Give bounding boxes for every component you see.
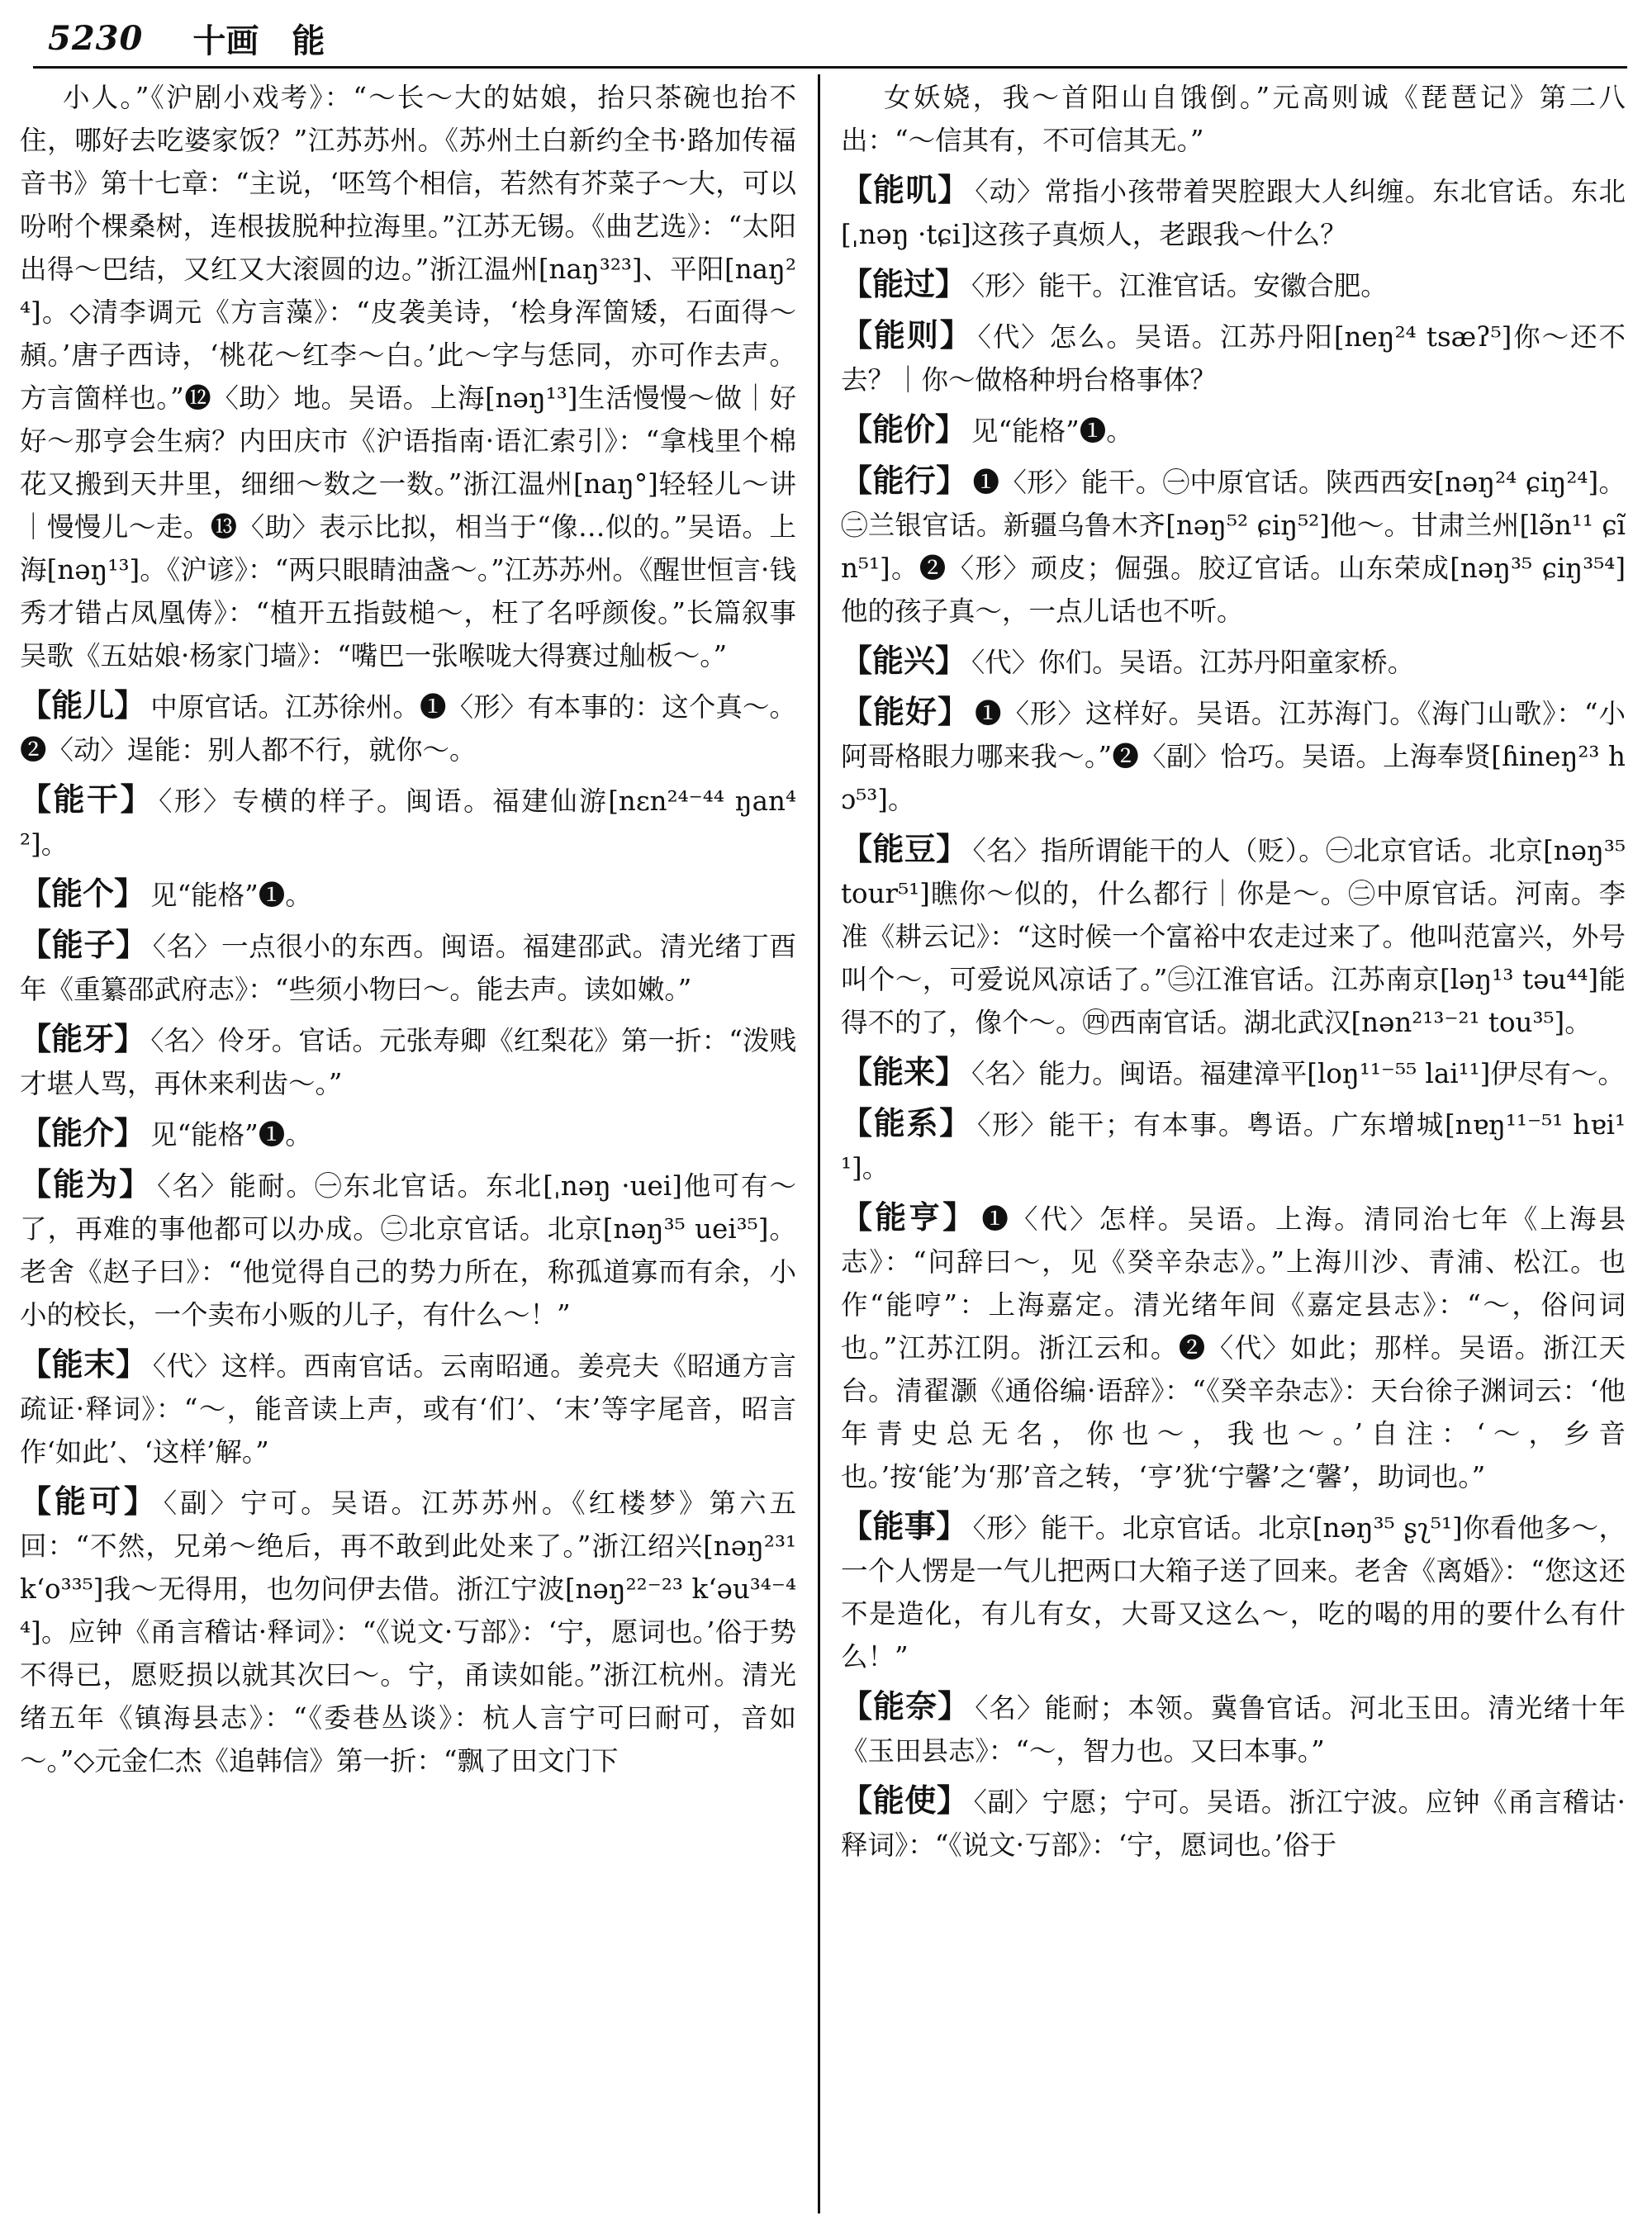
dictionary-entry [20,1480,796,1782]
entry-headword: 【能牙】 [20,1021,146,1057]
entry-definition: 〈形〉能干。江淮官话。安徽合肥。 [971,270,1388,301]
entry-headword: 【能儿】 [20,687,146,724]
entry-headword: 【能子】 [20,927,148,963]
entry-definition: ❶〈形〉能干。㊀中原官话。陕西西安[nəŋ²⁴ ɕiŋ²⁴]。㊁兰银官话。新疆乌鲁木齐[nəŋ⁵² ɕiŋ⁵²]他～。甘肃兰州[lə̃n¹¹ ɕĩn⁵¹]。❷〈形〉顽皮；倔强。胶辽官话。山东荣成[nəŋ³⁵ ɕiŋ³⁵⁴]他的孩子真～，一点儿话也不听。 [841,467,1626,627]
continuation-text: 小人。”《沪剧小戏考》：“～长～大的姑娘，抬只茶碗也抬不住，哪好去吃婆家饭？”江苏苏州。《苏州土白新约全书·路加传福音书》第十七章：“主说，‘呸笃个相信，若然有芥菜子～大，可以吩咐个棵桑树，连根拔脱种拉海里。”江苏无锡。《曲艺选》：“太阳出得～巴结，又红又大滚圆的边。”浙江温州[naŋ³²³]、平阳[naŋ²⁴]。◇清李调元《方言藻》：“皮袭美诗，‘桧身浑箇矮，石面得～頳。’唐子西诗，‘桃花～红李～白。’此～字与恁同，亦可作去声。方言箇样也。”⓬〈助〉地。吴语。上海[nəŋ¹³]生活慢慢～做｜好好～那亨会生病？内田庆市《沪语指南·语汇索引》：“拿栈里个棉花又搬到天井里，细细～数之一数。”浙江温州[naŋ°]轻轻儿～讲｜慢慢儿～走。⓭〈助〉表示比拟，相当于“像…似的。”吴语。上海[nəŋ¹³]。《沪谚》：“两只眼睛油盏～。”江苏苏州。《醒世恒言·钱秀才错占凤凰俦》：“植开五指鼓槌～，枉了名呼颜俊。”长篇叙事吴歌《五姑娘·杨家门墙》：“嘴巴一张喉咙大得赛过舢板～。” [20,82,796,671]
entry-headword: 【能叽】 [841,172,971,208]
dictionary-entry [841,1685,1626,1772]
entry-definition: 〈副〉宁可。吴语。江苏苏州。《红楼梦》第六五回：“不然，兄弟～绝后，再不敢到此处来了。”浙江绍兴[nəŋ²³¹ k‘o³³⁵]我～无得用，也勿问伊去借。浙江宁波[nəŋ²²⁻²³ k‘əu³⁴⁻⁴⁴]。应钟《甬言稽诂·释词》：“《说文·丂部》：‘宁，愿词也。’俗于势不得已，愿贬损以就其次曰～。宁，甬读如能。”浙江杭州。清光绪五年《镇海县志》：“《委巷丛谈》：杭人言宁可曰耐可，音如～。”◇元金仁杰《追韩信》第一折：“飘了田文门下 [20,1487,796,1777]
dictionary-entry [841,1196,1626,1498]
entry-definition: 〈形〉能干。北京官话。北京[nəŋ³⁵ ʂʅ⁵¹]你看他多～，一个人愣是一气儿把两口大箱子送了回来。老舍《离婚》：“您这还不是造化，有儿有女，大哥又这么～，吃的喝的用的要什么有什么！” [841,1512,1626,1672]
entry-headword: 【能则】 [841,317,973,353]
left-column [20,76,796,1782]
entry-definition: 〈名〉能耐；本领。冀鲁官话。河北玉田。清光绪十年《玉田县志》：“～，智力也。又曰本事。” [841,1692,1626,1767]
entry-definition: 见“能格”❶。 [150,1119,312,1151]
entry-headword: 【能兴】 [841,643,967,679]
entry-definition: 见“能格”❶。 [150,880,312,911]
dictionary-entry [20,923,796,1011]
entry-list [841,168,1626,1867]
column-divider [818,74,820,2213]
header-rule [33,66,1627,69]
entry-definition: 〈代〉你们。吴语。江苏丹阳童家桥。 [971,647,1415,678]
entry-definition: 〈副〉宁愿；宁可。吴语。浙江宁波。应钟《甬言稽诂·释词》：“《说文·丂部》：‘宁，愿词也。’俗于 [841,1786,1626,1861]
dictionary-entry [20,778,796,866]
entry-headword: 【能亨】 [841,1199,977,1236]
dictionary-entry [20,684,796,771]
dictionary-entry [841,459,1626,633]
dictionary-entry [20,1343,796,1473]
entry-headword: 【能干】 [20,781,154,818]
entry-headword: 【能末】 [20,1346,148,1383]
entry-headword: 【能介】 [20,1115,146,1151]
entry-headword: 【能事】 [841,1508,968,1544]
entry-definition: ❶〈代〉怎样。吴语。上海。清同治七年《上海县志》：“问辞曰～，见《癸辛杂志》。”上海川沙、青浦、松江。也作“能哼”：上海嘉定。清光绪年间《嘉定县志》：“～，俗问词也。”江苏江阴。浙江云和。❷〈代〉如此；那样。吴语。浙江天台。清翟灏《通俗编·语辞》：“《癸辛杂志》：天台徐子渊词云：‘他年青史总无名，你也～，我也～。’自注：‘～，乡音也。’按‘能’为‘那’音之转，‘亨’犹‘宁馨’之‘馨’，助词也。” [841,1203,1626,1492]
dictionary-entry [20,1018,796,1105]
entry-definition: 〈名〉一点很小的东西。闽语。福建邵武。清光绪丁酉年《重纂邵武府志》：“些须小物曰～。能去声。读如嫩。” [20,931,796,1005]
entry-headword: 【能价】 [841,411,967,448]
entry-headword: 【能行】 [841,463,968,499]
dictionary-entry [841,408,1626,453]
entry-headword: 【能来】 [841,1054,967,1090]
stroke-count-label: 十画 [192,21,259,60]
dictionary-entry [20,872,796,917]
entry-definition: 〈动〉常指小孩带着哭腔跟大人纠缠。东北官话。东北[ˌnəŋ ·tɕi]这孩子真烦人，老跟我～什么？ [841,176,1626,250]
entry-headword: 【能为】 [20,1166,153,1203]
continuation-text: 女妖娆，我～首阳山自饿倒。”元高则诚《琵琶记》第二八出：“～信其有，不可信其无。” [841,82,1626,156]
entry-definition: 〈名〉能力。闽语。福建漳平[loŋ¹¹⁻⁵⁵ lai¹¹]伊尽有～。 [971,1058,1625,1089]
entry-definition: 〈形〉能干；有本事。粤语。广东增城[nɐŋ¹¹⁻⁵¹ hɐi¹¹]。 [841,1109,1626,1184]
radical-label: 能 [292,21,325,60]
entry-headword: 【能豆】 [841,831,968,867]
dictionary-entry [841,1505,1626,1678]
entry-definition: 〈代〉怎么。吴语。江苏丹阳[neŋ²⁴ tsæʔ⁵]你～还不去？｜你～做格种坍台格事体？ [841,321,1626,396]
dictionary-entry [841,1102,1626,1189]
entry-definition: ❶〈形〉这样好。吴语。江苏海门。《海门山歌》：“小阿哥格眼力哪来我～。”❷〈副〉恰巧。吴语。上海奉贤[ɦineŋ²³ hɔ⁵³]。 [841,698,1626,815]
dictionary-entry [841,639,1626,684]
entry-definition: 〈名〉能耐。㊀东北官话。东北[ˌnəŋ ·uei]他可有～了，再难的事他都可以办成。㊁北京官话。北京[nəŋ³⁵ uei³⁵]。老舍《赵子曰》：“他觉得自己的势力所在，称孤道寡而有余，小小的校长，一个卖布小贩的儿子，有什么～！” [20,1170,796,1331]
dictionary-entry [841,263,1626,307]
dictionary-entry [841,1779,1626,1867]
dictionary-entry [841,314,1626,401]
dictionary-entry [841,1051,1626,1095]
right-column [841,76,1626,1867]
entry-headword: 【能系】 [841,1105,972,1141]
dictionary-entry [20,1112,796,1156]
dictionary-entry [841,168,1626,256]
entry-headword: 【能过】 [841,266,967,302]
entry-definition: 〈代〉这样。西南官话。云南昭通。姜亮夫《昭通方言疏证·释词》：“～，能音读上声，或有‘们’、‘末’等字尾音，昭言作‘如此’、‘这样’解。” [20,1350,796,1468]
entry-headword: 【能个】 [20,875,146,912]
dictionary-entry [20,1163,796,1336]
entry-headword: 【能使】 [841,1782,969,1819]
dictionary-entry [841,690,1626,821]
dictionary-entry [841,828,1626,1044]
entry-definition: 〈名〉伶牙。官话。元张寿卿《红梨花》第一折：“泼贱才堪人骂，再休来利齿～。” [20,1025,796,1099]
page-number: 5230 [48,18,144,58]
entry-headword: 【能奈】 [841,1688,971,1725]
entry-list [20,684,796,1782]
entry-definition: 见“能格”❶。 [971,415,1133,447]
entry-definition: 〈名〉指所谓能干的人（贬）。㊀北京官话。北京[nəŋ³⁵ tour⁵¹]瞧你～似的，什么都行｜你是～。㊁中原官话。河南。李准《耕云记》：“这时候一个富裕中农走过来了。他叫范富兴，外号叫个～，可爱说风凉话了。”㊂江淮官话。江苏南京[ləŋ¹³ təu⁴⁴]能得不的了，像个～。㊃西南官话。湖北武汉[nən²¹³⁻²¹ tou³⁵]。 [841,835,1626,1038]
entry-definition: 〈形〉专横的样子。闽语。福建仙游[nɛn²⁴⁻⁴⁴ ŋan⁴²]。 [20,785,796,860]
entry-headword: 【能可】 [20,1483,159,1520]
entry-headword: 【能好】 [841,694,970,730]
page-header [48,15,1617,61]
entry-definition: 中原官话。江苏徐州。❶〈形〉有本事的：这个真～。❷〈动〉逞能：别人都不行，就你～。 [20,691,796,766]
